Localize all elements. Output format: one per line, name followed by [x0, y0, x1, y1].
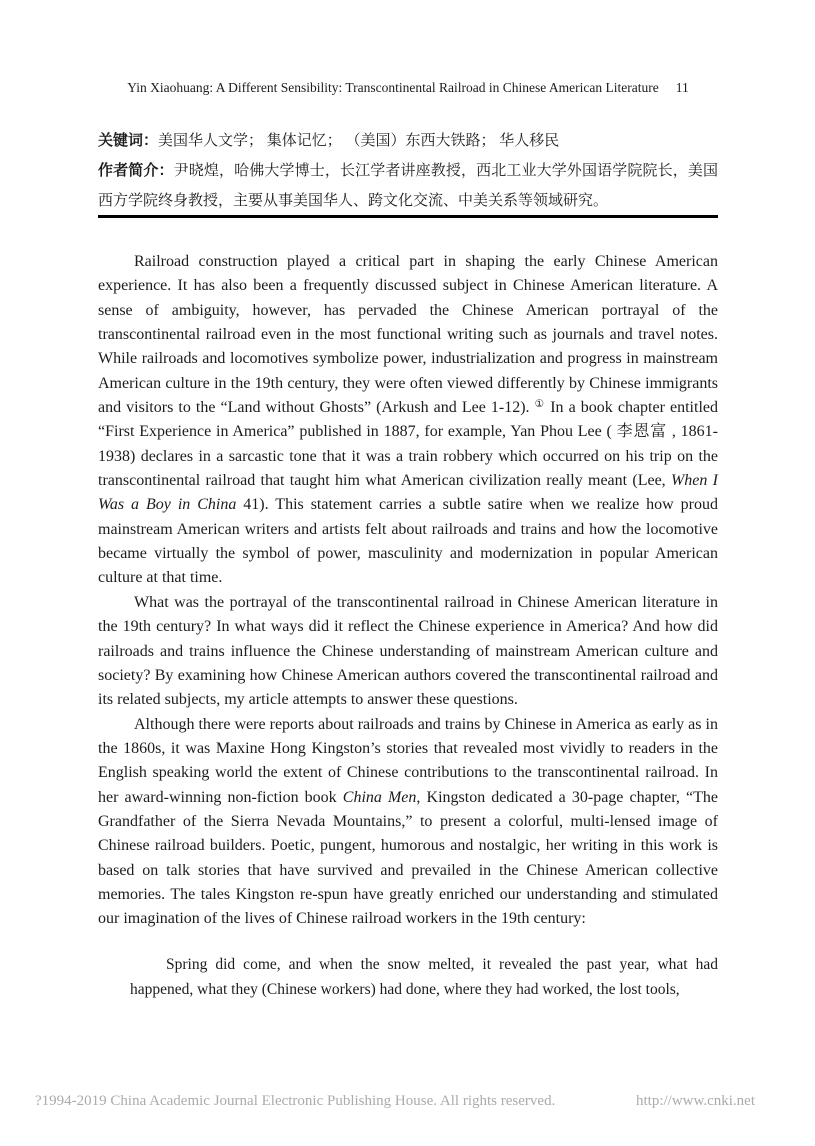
keywords-label: 关键词： — [98, 133, 159, 149]
paragraph-1: Railroad construction played a critical part in shaping the early Chinese American experience. It has also been a frequently discussed subject in Chinese American literature. A sense of ambiguity, however, has pervaded the Chinese American portrayal of the transcontinental railroad even in the most functional writing such as journals and travel notes. While railroads and locomotives symbolize power, industrialization and progress in mainstream American culture in the 19th century, they were often viewed differently by Chinese immigrants and visitors to the “Land without Ghosts” (Arkush and Lee 1-12). ① In a book chapter entitled “First Experience in America” published in 1887, for example, Yan Phou Lee ( 李恩富 , 1861-1938) declares in a sarcastic tone that it was a train robbery which occurred on his trip on the transcontinental railroad that taught him what American civilization really meant (Lee, When I Was a Boy in China 41). This statement carries a subtle satire when we realize how proud mainstream American writers and artists felt about railroads and trains and how the locomotive became virtually the symbol of power, masculinity and modernization in popular American culture at that time. — [98, 253, 719, 587]
running-title: Yin Xiaohuang: A Different Sensibility: Transcontinental Railroad in Chinese American Literature — [127, 80, 659, 95]
running-header — [98, 80, 718, 96]
author-bio-line — [98, 156, 718, 216]
front-matter — [98, 126, 718, 216]
author-bio-text: 尹晓煌，哈佛大学博士，长江学者讲座教授，西北工业大学外国语学院院长，美国西方学院终身教授，主要从事美国华人、跨文化交流、中美关系等领域研究。 — [98, 163, 718, 209]
block-quote: Spring did come, and when the snow melted, it revealed the past year, what had happened, what they (Chinese workers) had done, where they had worked, the lost tools, — [130, 955, 718, 998]
page-number: 11 — [675, 80, 689, 95]
keywords-text: 美国华人文学； 集体记忆； （美国）东西大铁路； 华人移民 — [158, 133, 560, 149]
author-bio-label: 作者简介： — [98, 163, 174, 179]
copyright-notice: ?1994-2019 China Academic Journal Electronic Publishing House. All rights reserved. — [35, 1093, 556, 1109]
divider-rule — [98, 215, 718, 218]
footer-url: http://www.cnki.net — [635, 1093, 755, 1109]
keywords-line — [98, 126, 718, 156]
page-footer — [0, 1093, 815, 1110]
paragraph-3: Although there were reports about railroads and trains by Chinese in America as early as in the 1860s, it was Maxine Hong Kingston’s stories that revealed most vividly to readers in the English speaking world the extent of Chinese contributions to the transcontinental railroad. In her award-winning non-fiction book China Men, Kingston dedicated a 30-page chapter, “The Grandfather of the Sierra Nevada Mountains,” to present a colorful, multi-lensed image of Chinese railroad builders. Poetic, pungent, humorous and nostalgic, her writing in this work is based on talk stories that have survived and prevailed in the Chinese American collective memories. The tales Kingston re-spun have greatly enriched our understanding and stimulated our imagination of the lives of Chinese railroad workers in the 19th century: — [98, 715, 719, 928]
paragraph-2: What was the portrayal of the transcontinental railroad in Chinese American literature in the 19th century? In what ways did it reflect the Chinese experience in America? And how did railroads and trains influence the Chinese understanding of mainstream American culture and society? By examining how Chinese American authors covered the transcontinental railroad and its related subjects, my article attempts to answer these questions. — [98, 593, 718, 709]
article-body — [98, 250, 718, 1002]
